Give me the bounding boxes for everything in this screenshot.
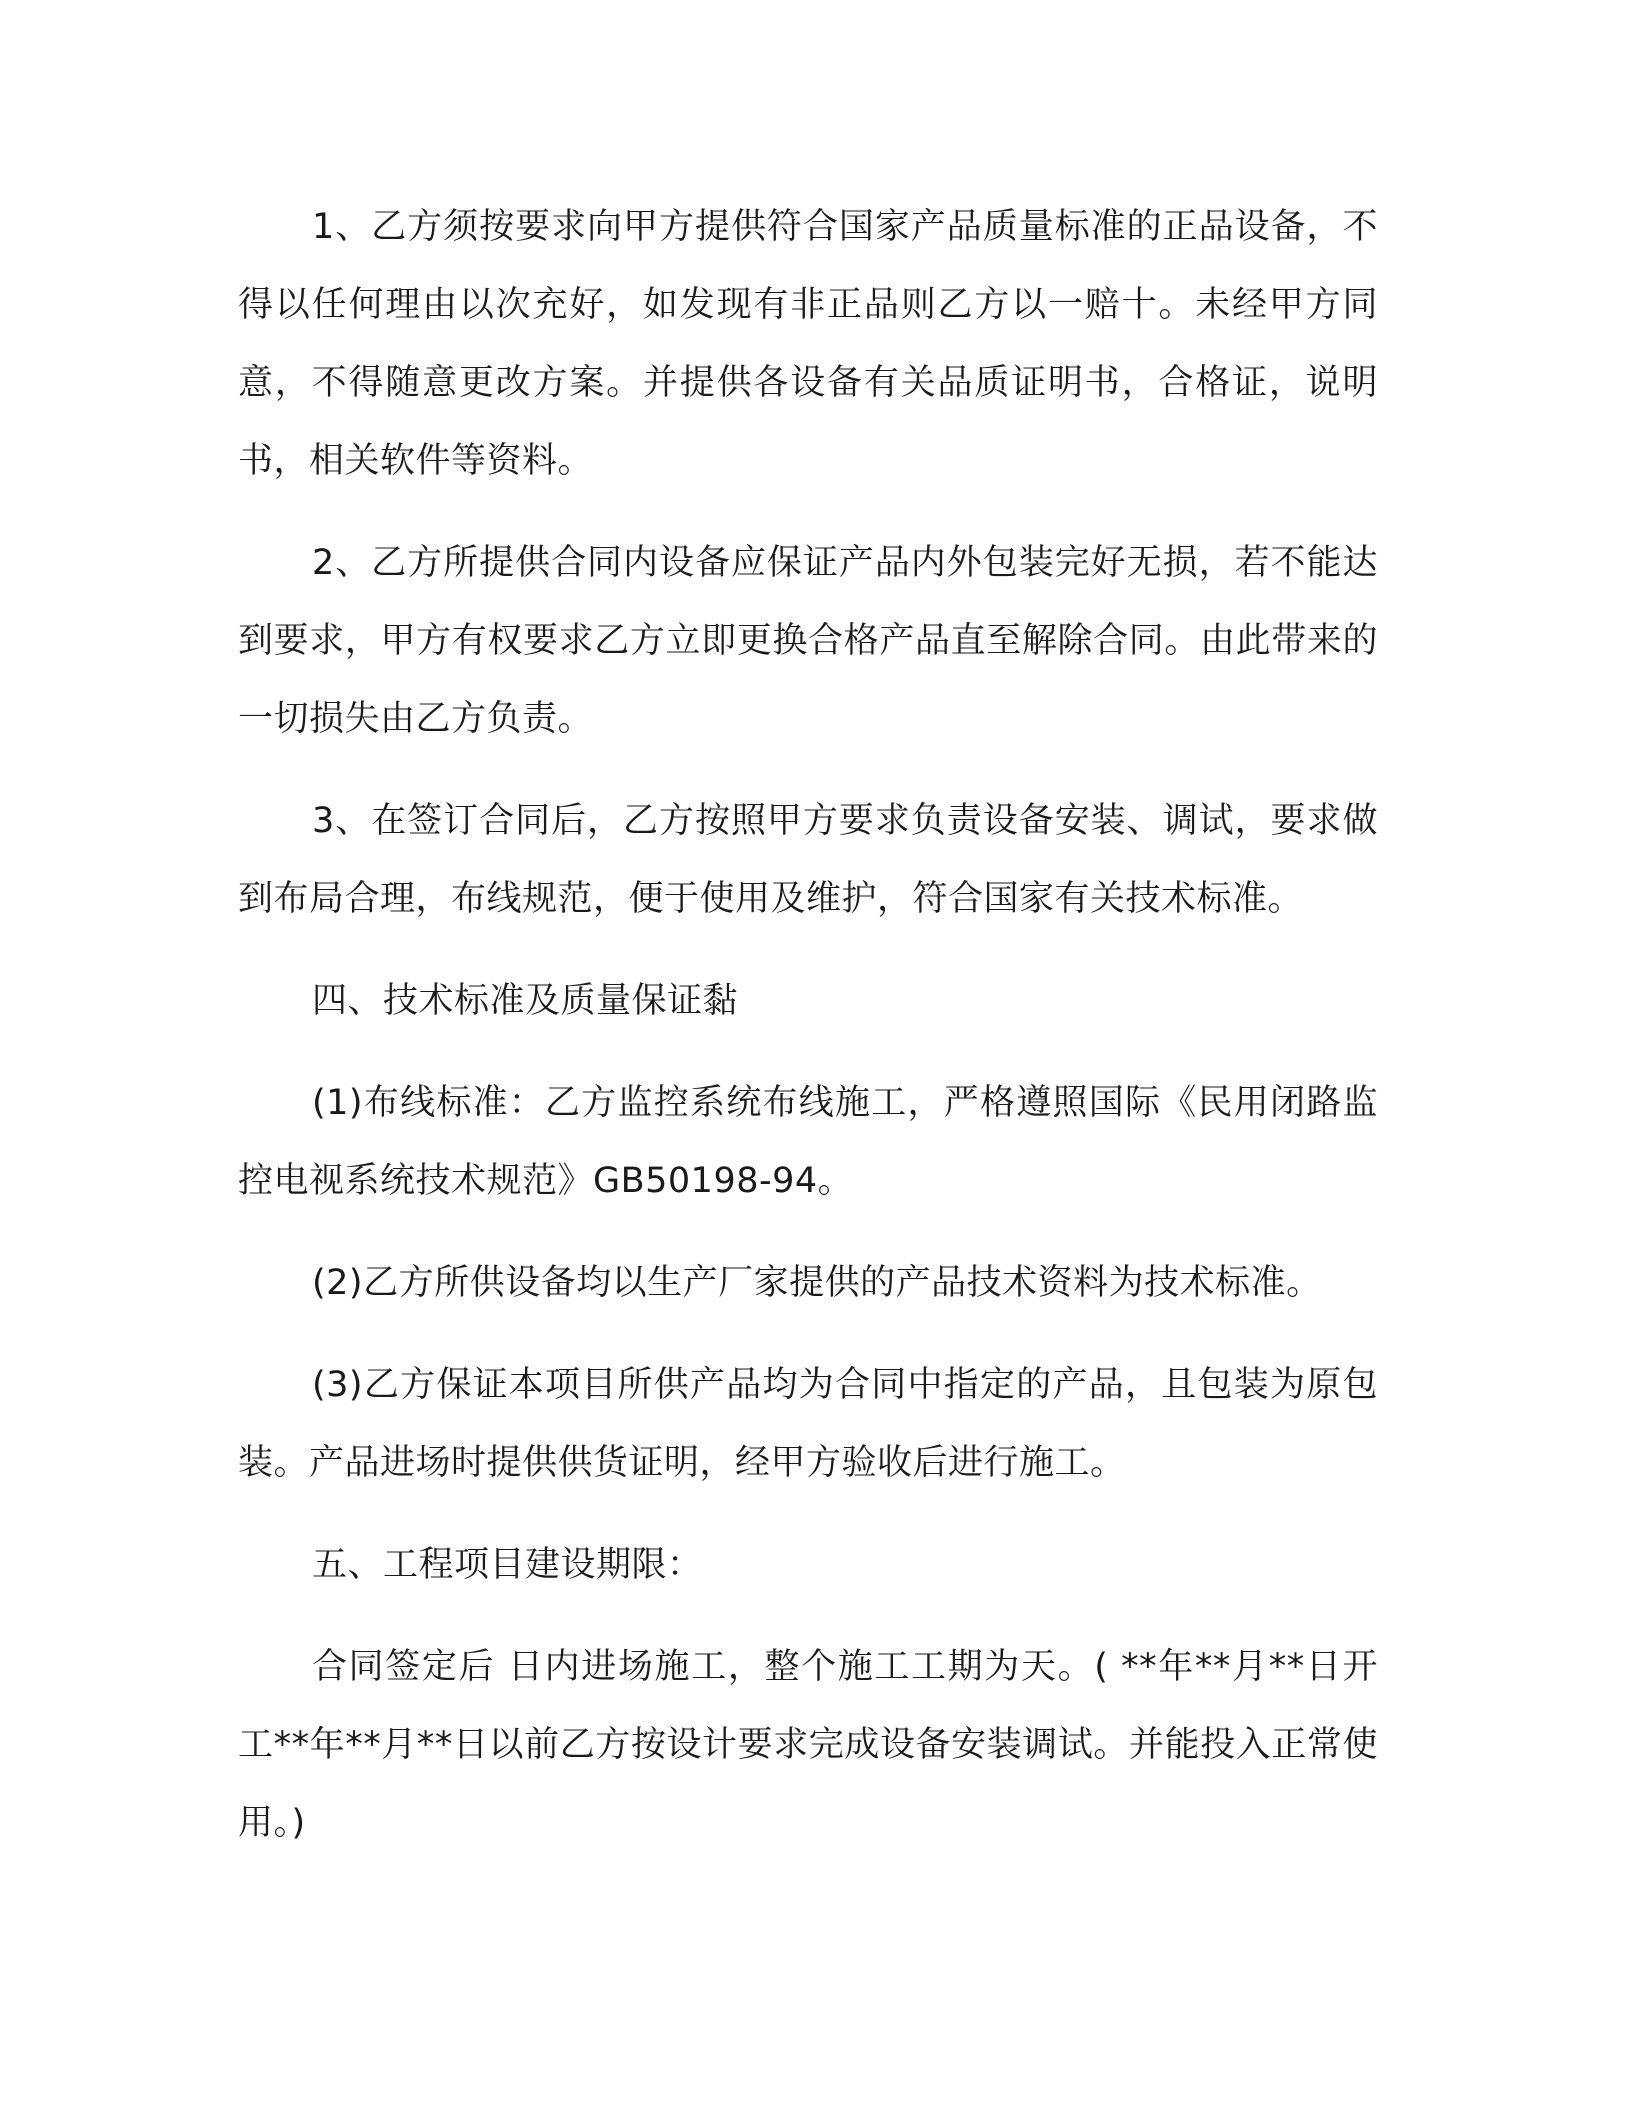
clause-2-paragraph: 2、乙方所提供合同内设备应保证产品内外包装完好无损，若不能达到要求，甲方有权要求乙方立即更换合格产品直至解除合同。由此带来的一切损失由乙方负责。 — [238, 543, 1378, 739]
clause-3-paragraph: 3、在签订合同后，乙方按照甲方要求负责设备安装、调试，要求做到布局合理，布线规范，便于使用及维护，符合国家有关技术标准。 — [238, 801, 1378, 919]
standard-2-paragraph: (2)乙方所供设备均以生产厂家提供的产品技术资料为技术标准。 — [312, 1263, 1322, 1303]
standard-1-paragraph: (1)布线标准：乙方监控系统布线施工，严格遵照国际《民用闭路监控电视系统技术规范》GB50198-94。 — [238, 1083, 1378, 1201]
schedule-paragraph: 合同签定后 日内进场施工，整个施工工期为天。( **年**月**日开工**年**月**日以前乙方按设计要求完成设备安装调试。并能投入正常使用。) — [238, 1647, 1378, 1843]
document-body — [238, 188, 1378, 1886]
section-4-heading: 四、技术标准及质量保证黏 — [312, 981, 739, 1021]
standard-3-paragraph: (3)乙方保证本项目所供产品均为合同中指定的产品，且包装为原包装。产品进场时提供供货证明，经甲方验收后进行施工。 — [238, 1365, 1378, 1483]
section-5-heading: 五、工程项目建设期限： — [312, 1545, 703, 1585]
clause-1-paragraph: 1、乙方须按要求向甲方提供符合国家产品质量标准的正品设备，不得以任何理由以次充好，如发现有非正品则乙方以一赔十。未经甲方同意，不得随意更改方案。并提供各设备有关品质证明书，合格证，说明书，相关软件等资料。 — [238, 207, 1378, 481]
